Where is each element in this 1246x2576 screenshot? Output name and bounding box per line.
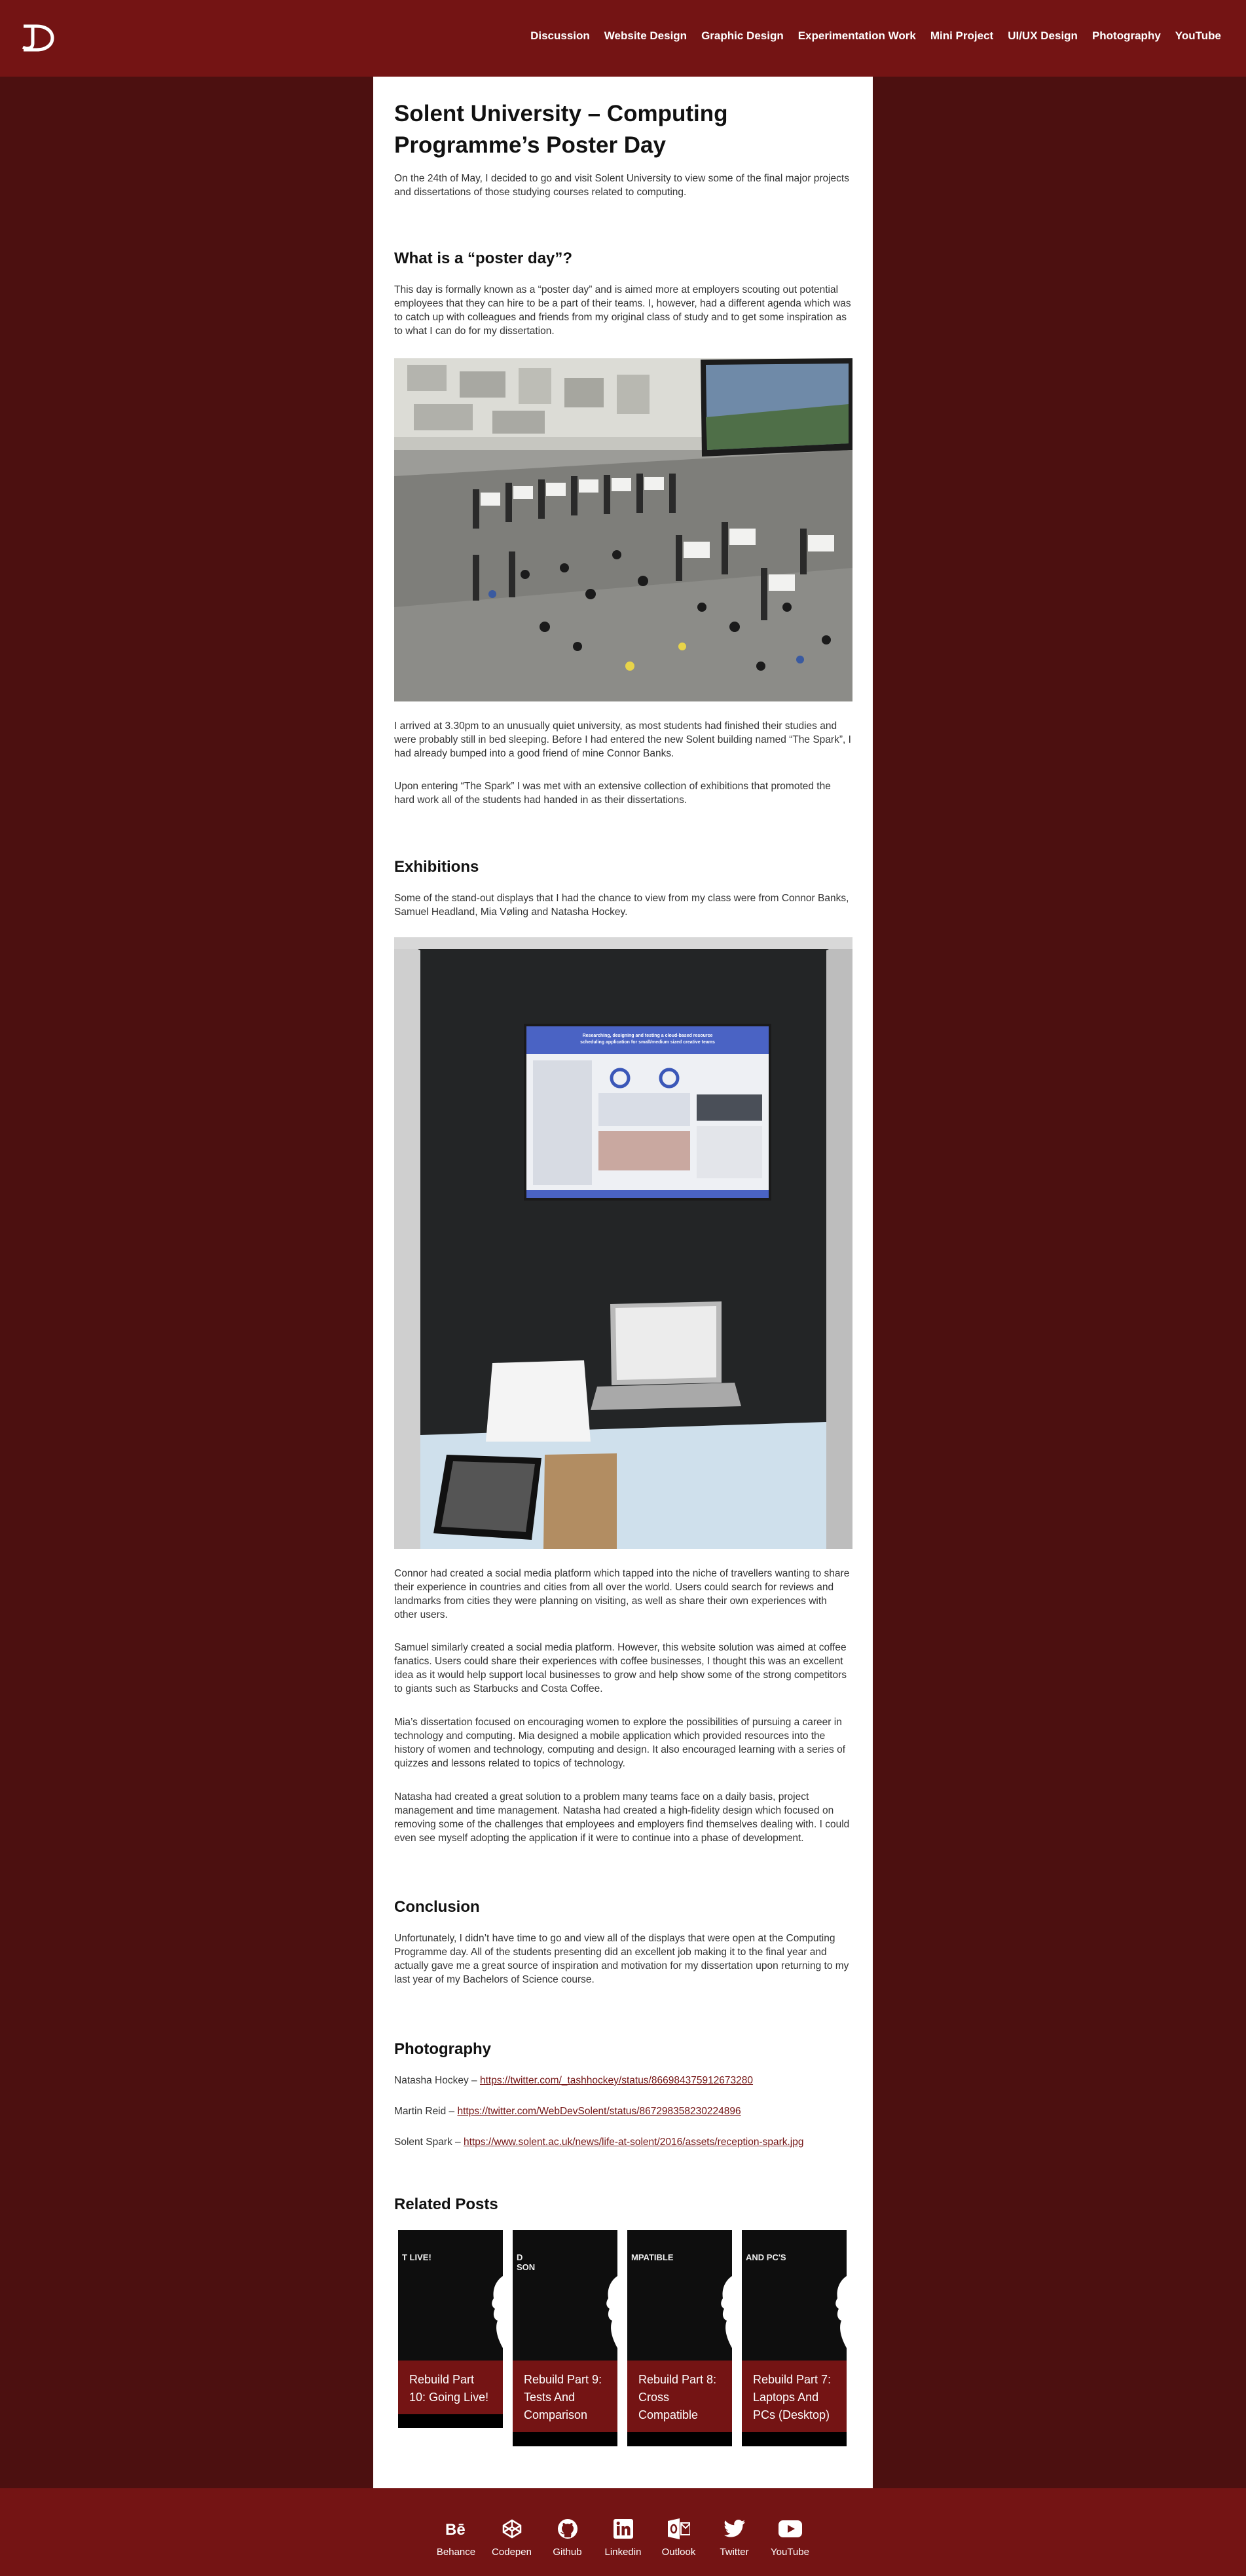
related-post-title: Rebuild Part 8: Cross Compatible bbox=[627, 2361, 732, 2432]
nav-item-experimentation-work[interactable]: Experimentation Work bbox=[797, 29, 916, 42]
social-label: Outlook bbox=[661, 2547, 696, 2558]
github-icon bbox=[540, 2516, 595, 2542]
poster-title-line1: Researching, designing and testing a cloud-based resource bbox=[582, 1034, 713, 1038]
photography-heading: Photography bbox=[394, 2040, 491, 2058]
related-posts bbox=[398, 2230, 847, 2446]
mia-paragraph: Mia’s dissertation focused on encouraging women to explore the possibilities of pursuing a career in technology and computing. Mia designed a mobile application which provided resources into the history of women and technology, computing and design. It also encouraged learning with a series of quizzes and lessons related to topics of technology. bbox=[394, 1717, 846, 1769]
social-link-twitter[interactable] bbox=[706, 2516, 762, 2558]
related-post-title: Rebuild Part 7: Laptops And PCs (Desktop) bbox=[742, 2361, 847, 2432]
related-post-thumbnail bbox=[742, 2230, 847, 2361]
thumbnail-text: T LIVE! bbox=[402, 2252, 431, 2262]
linkedin-icon bbox=[595, 2516, 651, 2542]
social-link-behance[interactable] bbox=[428, 2516, 484, 2558]
thumbnail-text: D SON bbox=[517, 2252, 536, 2272]
related-post-card[interactable] bbox=[398, 2230, 503, 2428]
conclusion-paragraph: Unfortunately, I didn’t have time to go and view all of the displays that were open at the Computing Programme day. All of the students presenting did an excellent job making it to the final year and actually gave me a great source of inspiration and motivation for my dissertation upon returning to my last year of my Bachelors of Science course. bbox=[394, 1933, 849, 1985]
atrium-photo-drawing bbox=[394, 358, 852, 701]
svg-text:Bē: Bē bbox=[445, 2521, 466, 2537]
codepen-icon bbox=[484, 2516, 540, 2542]
nav-item-ui-ux-design[interactable]: UI/UX Design bbox=[1008, 29, 1078, 42]
related-post-thumbnail bbox=[513, 2230, 617, 2361]
youtube-icon bbox=[762, 2516, 818, 2542]
poster-booth-photo-drawing bbox=[394, 937, 852, 1549]
credit-name: Natasha Hockey – bbox=[394, 2075, 480, 2086]
related-post-thumbnail bbox=[627, 2230, 732, 2361]
silhouette-icon bbox=[834, 2276, 847, 2348]
spark-paragraph: Upon entering “The Spark” I was met with an extensive collection of exhibitions that promoted the hard work all of the students had handed in as their dissertations. bbox=[394, 781, 831, 806]
site-header bbox=[0, 0, 1246, 77]
social-label: Github bbox=[553, 2547, 582, 2558]
arrival-paragraph: I arrived at 3.30pm to an unusually quiet university, as most students had finished their studies and were probably still in bed sleeping. Before I had entered the new Solent building named “The Spark”, I had already bumped into a good friend of mine Connor Banks. bbox=[394, 720, 851, 759]
thumbnail-text: MPATIBLE bbox=[631, 2252, 674, 2262]
related-posts-heading: Related Posts bbox=[394, 2195, 498, 2213]
main-nav bbox=[530, 29, 1221, 43]
samuel-paragraph: Samuel similarly created a social media platform. However, this website solution was aimed at coffee fanatics. Users could share their experiences with coffee businesses, I thought this was an excellent idea as it would help support local businesses to grow and help show some of the strong competitors to giants such as Starbucks and Costa Coffee. bbox=[394, 1642, 847, 1694]
site-logo[interactable] bbox=[20, 24, 55, 52]
nav-item-graphic-design[interactable]: Graphic Design bbox=[701, 29, 784, 42]
poster-day-paragraph: This day is formally known as a “poster day” and is aimed more at employers scouting out potential employees that they can hire to be a part of their teams. I, however, had a different agenda which was to catch up with colleagues and friends from my original class of study and to get some inspiration as to what I can do for my dissertation. bbox=[394, 284, 851, 337]
conclusion-heading: Conclusion bbox=[394, 1898, 480, 1916]
thumbnail-text: AND PC'S bbox=[746, 2252, 786, 2262]
photo-credit-martin bbox=[394, 2104, 852, 2118]
related-post-card[interactable] bbox=[742, 2230, 847, 2446]
nav-item-website-design[interactable]: Website Design bbox=[604, 29, 687, 42]
social-link-codepen[interactable] bbox=[484, 2516, 540, 2558]
atrium-photo bbox=[394, 358, 852, 701]
nav-item-youtube[interactable]: YouTube bbox=[1175, 29, 1221, 42]
page-title: Solent University – Computing Programme’s Poster Day bbox=[394, 101, 728, 158]
credit-name: Martin Reid – bbox=[394, 2106, 458, 2117]
intro-paragraph: On the 24th of May, I decided to go and visit Solent University to view some of the final major projects and dissertations of those studying courses related to computing. bbox=[394, 173, 849, 198]
credit-link-natasha[interactable]: https://twitter.com/_tashhockey/status/866984375912673280 bbox=[479, 2075, 754, 2086]
site-footer bbox=[0, 2488, 1246, 2576]
related-post-card[interactable] bbox=[513, 2230, 617, 2446]
silhouette-icon bbox=[490, 2276, 503, 2348]
nav-item-mini-project[interactable]: Mini Project bbox=[930, 29, 994, 42]
photo-credit-spark bbox=[394, 2135, 852, 2149]
poster-booth-photo bbox=[394, 937, 852, 1549]
exhibitions-heading: Exhibitions bbox=[394, 858, 479, 876]
social-label: Linkedin bbox=[604, 2547, 642, 2558]
silhouette-icon bbox=[604, 2276, 617, 2348]
photo-credit-natasha bbox=[394, 2074, 852, 2087]
credit-link-martin[interactable]: https://twitter.com/WebDevSolent/status/867298358230224896 bbox=[457, 2106, 741, 2117]
social-link-github[interactable] bbox=[540, 2516, 595, 2558]
outlook-icon bbox=[651, 2516, 706, 2542]
social-links bbox=[0, 2516, 1246, 2558]
related-post-title: Rebuild Part 10: Going Live! bbox=[398, 2361, 503, 2414]
silhouette-icon bbox=[719, 2276, 732, 2348]
poster-day-heading: What is a “poster day”? bbox=[394, 250, 573, 267]
credit-name: Solent Spark – bbox=[394, 2137, 464, 2148]
social-link-outlook[interactable] bbox=[651, 2516, 706, 2558]
social-label: Twitter bbox=[720, 2547, 749, 2558]
natasha-paragraph: Natasha had created a great solution to a problem many teams face on a daily basis, project management and time management. Natasha had created a high-fidelity design which focused on removing some of the challenges that employees and employers find themselves dealing with. I could even see myself adopting the application if it were to continue into a phase of development. bbox=[394, 1791, 850, 1844]
social-label: YouTube bbox=[771, 2547, 809, 2558]
social-link-linkedin[interactable] bbox=[595, 2516, 651, 2558]
social-link-youtube[interactable] bbox=[762, 2516, 818, 2558]
article bbox=[373, 77, 873, 2488]
poster-title-line2: scheduling application for small/medium sized creative teams bbox=[580, 1040, 715, 1045]
social-label: Codepen bbox=[492, 2547, 532, 2558]
twitter-icon bbox=[706, 2516, 762, 2542]
related-post-card[interactable] bbox=[627, 2230, 732, 2446]
connor-paragraph: Connor had created a social media platform which tapped into the niche of travellers wanting to share their experience in countries and cities from all over the world. Users could search for reviews and landmarks from cities they were planning on visiting, as well as share their own experiences with other users. bbox=[394, 1568, 850, 1620]
related-post-title: Rebuild Part 9: Tests And Comparison bbox=[513, 2361, 617, 2432]
social-label: Behance bbox=[436, 2547, 476, 2558]
credit-link-spark[interactable]: https://www.solent.ac.uk/news/life-at-solent/2016/assets/reception-spark.jpg bbox=[463, 2137, 804, 2148]
nav-item-discussion[interactable]: Discussion bbox=[530, 29, 590, 42]
nav-item-photography[interactable]: Photography bbox=[1091, 29, 1161, 42]
behance-icon bbox=[428, 2516, 484, 2542]
related-post-thumbnail bbox=[398, 2230, 503, 2361]
exhibitions-paragraph: Some of the stand-out displays that I had the chance to view from my class were from Connor Banks, Samuel Headland, Mia Vøling and Natasha Hockey. bbox=[394, 893, 849, 918]
